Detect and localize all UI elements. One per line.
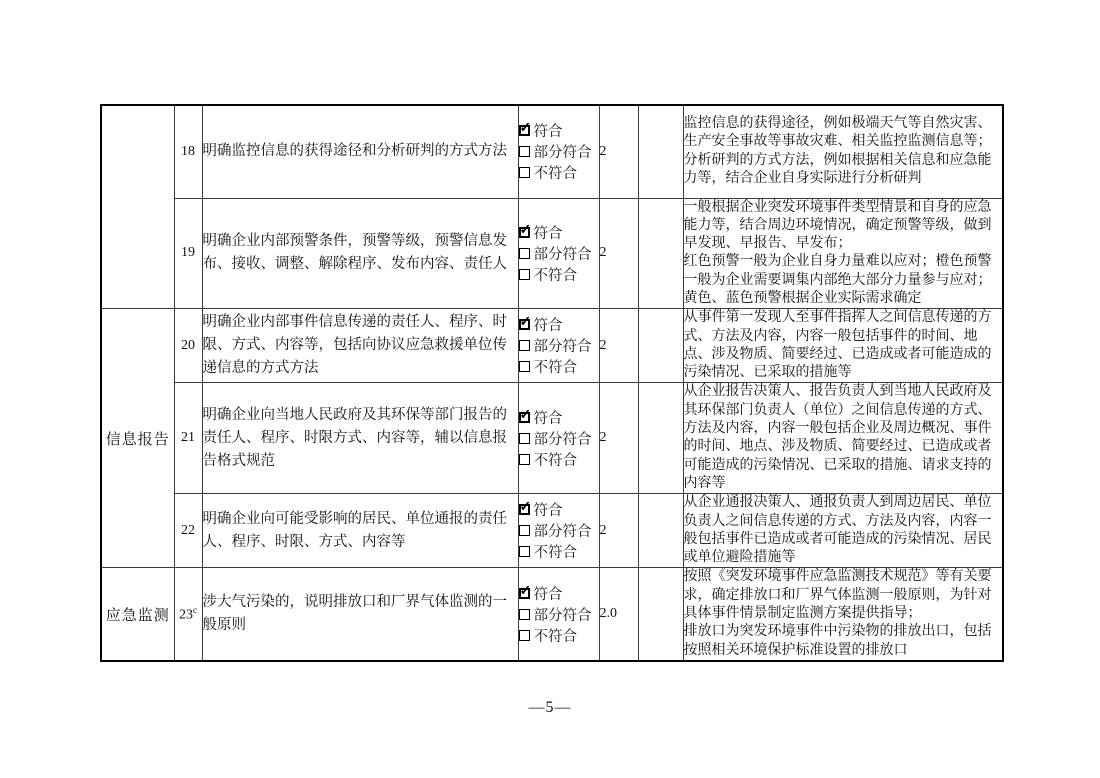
assessment-score-table [100, 104, 1004, 662]
row-number: 18 [181, 143, 195, 159]
checkbox-unchecked-icon[interactable] [519, 630, 530, 641]
checkbox-checked-icon[interactable] [519, 412, 530, 423]
compliance-option-label: 符合 [533, 503, 563, 520]
checkbox-unchecked-icon[interactable] [519, 248, 530, 259]
blank-score-cell [638, 198, 683, 309]
compliance-option-label: 部分符合 [533, 246, 592, 263]
item-description-cell: 明确企业内部事件信息传递的责任人、程序、时限、方式、内容等，包括向协议应急救援单位传递信息的方式方法 [202, 309, 518, 383]
category-label: 应急监测 [105, 607, 170, 624]
row-number-cell [174, 494, 202, 568]
row-number: 22 [181, 522, 195, 538]
row-number: 19 [181, 245, 195, 261]
table-row [101, 309, 1003, 383]
compliance-option [519, 141, 599, 162]
blank-score-cell [638, 494, 683, 568]
compliance-option [519, 314, 599, 335]
checkbox-checked-icon[interactable] [519, 227, 530, 238]
checkbox-unchecked-icon[interactable] [519, 546, 530, 557]
checkbox-checked-icon[interactable] [519, 504, 530, 515]
checkbox-unchecked-icon[interactable] [519, 361, 530, 372]
score-cell: 2 [599, 494, 638, 568]
row-number-superscript: c [193, 604, 197, 615]
remark-paragraph: 从企业报告决策人、报告负责人到当地人民政府及其环保部门负责人（单位）之间信息传递的方式、方法及内容，内容一般包括企业及周边概况、事件的时间、地点、涉及物质、简要经过、已造成或者可能造成的污染情况、已采取的措施、请求支持的内容等 [683, 384, 992, 491]
compliance-option [519, 162, 599, 183]
compliance-options-cell [518, 383, 599, 494]
table-row [101, 383, 1003, 494]
blank-score-cell [638, 309, 683, 383]
compliance-option-label: 不符合 [533, 360, 577, 377]
score-cell: 2 [599, 198, 638, 309]
compliance-option-label: 部分符合 [533, 339, 592, 356]
checkbox-unchecked-icon[interactable] [519, 525, 530, 536]
page-number: —5— [528, 699, 572, 716]
score-cell: 2 [599, 105, 638, 198]
remark-paragraph: 从企业通报决策人、通报负责人到周边居民、单位负责人之间信息传递的方式、方法及内容，内容一般包括事件已造成或者可能造成的污染情况、居民或单位避险措施等 [683, 495, 992, 566]
checkbox-unchecked-icon[interactable] [519, 146, 530, 157]
remarks-cell [683, 494, 1003, 568]
compliance-option [519, 222, 599, 243]
checkbox-checked-icon[interactable] [519, 319, 530, 330]
remark-paragraph: 红色预警一般为企业自身力量难以应对；橙色预警一般为企业需要调集内部绝大部分力量参与应对；黄色、蓝色预警根据企业实际需求确定 [683, 254, 992, 306]
row-number-cell [174, 568, 202, 661]
compliance-option [519, 428, 599, 449]
compliance-option-label: 符合 [533, 318, 563, 335]
checkbox-unchecked-icon[interactable] [519, 340, 530, 351]
compliance-option-label: 部分符合 [533, 524, 592, 541]
row-number-cell [174, 309, 202, 383]
checkbox-checked-icon[interactable] [519, 125, 530, 136]
compliance-option [519, 264, 599, 285]
remark-paragraph: 一般根据企业突发环境事件类型情景和自身的应急能力等，结合周边环境情况，确定预警等级，做到早发现、早报告、早发布； [683, 199, 992, 252]
blank-score-cell [638, 568, 683, 661]
table-row [101, 105, 1003, 198]
row-number-cell [174, 198, 202, 309]
remarks-cell [683, 105, 1003, 198]
score-cell: 2 [599, 309, 638, 383]
compliance-option [519, 120, 599, 141]
row-number: 21 [181, 430, 195, 446]
checkbox-checked-icon[interactable] [519, 588, 530, 599]
blank-score-cell [638, 105, 683, 198]
compliance-options-cell [518, 198, 599, 309]
category-cell [101, 568, 174, 661]
item-description-cell: 明确企业向当地人民政府及其环保等部门报告的责任人、程序、时限方式、内容等，辅以信息报告格式规范 [202, 383, 518, 494]
compliance-option-label: 符合 [533, 586, 563, 603]
item-description-cell: 明确企业向可能受影响的居民、单位通报的责任人、程序、时限、方式、内容等 [202, 494, 518, 568]
table-row [101, 568, 1003, 661]
compliance-options-cell [518, 105, 599, 198]
table-row [101, 198, 1003, 309]
compliance-option [519, 604, 599, 625]
compliance-option-label: 不符合 [533, 628, 577, 645]
compliance-option-label: 不符合 [533, 267, 577, 284]
compliance-option [519, 541, 599, 562]
remark-paragraph: 按照《突发环境事件应急监测技术规范》等有关要求，确定排放口和厂界气体监测一般原则，为针对具体事件情景制定监测方案提供指导； [683, 569, 992, 622]
compliance-option-label: 部分符合 [533, 431, 592, 448]
category-cell [101, 105, 174, 309]
compliance-options-cell [518, 568, 599, 661]
checkbox-unchecked-icon[interactable] [519, 433, 530, 444]
row-number-cell [174, 105, 202, 198]
compliance-options-cell [518, 494, 599, 568]
compliance-option [519, 335, 599, 356]
remarks-cell [683, 383, 1003, 494]
row-number: 23 [179, 607, 193, 623]
compliance-options-cell [518, 309, 599, 383]
compliance-option-label: 符合 [533, 410, 563, 427]
checkbox-unchecked-icon[interactable] [519, 269, 530, 280]
compliance-option [519, 499, 599, 520]
table-row [101, 494, 1003, 568]
compliance-option-label: 部分符合 [533, 607, 592, 624]
item-description-cell: 涉大气污染的，说明排放口和厂界气体监测的一般原则 [202, 568, 518, 661]
compliance-option [519, 583, 599, 604]
compliance-option [519, 520, 599, 541]
item-description-cell: 明确监控信息的获得途径和分析研判的方式方法 [202, 105, 518, 198]
remark-paragraph: 从事件第一发现人至事件指挥人之间信息传递的方式、方法及内容，内容一般包括事件的时间、地点、涉及物质、简要经过、已造成或者可能造成的污染情况、已采取的措施等 [683, 310, 992, 381]
checkbox-unchecked-icon[interactable] [519, 454, 530, 465]
item-description-cell: 明确企业内部预警条件，预警等级，预警信息发布、接收、调整、解除程序、发布内容、责任人 [202, 198, 518, 309]
row-number-cell [174, 383, 202, 494]
compliance-option-label: 符合 [533, 124, 563, 141]
score-cell: 2 [599, 383, 638, 494]
category-label: 信息报告 [105, 431, 170, 448]
remarks-cell [683, 568, 1003, 661]
compliance-option-label: 不符合 [533, 166, 577, 183]
compliance-option [519, 243, 599, 264]
compliance-option [519, 625, 599, 646]
remark-paragraph: 监控信息的获得途径，例如极端天气等自然灾害、生产安全事故等事故灾难、相关监控监测信息等； [683, 116, 992, 150]
remark-paragraph: 排放口为突发环境事件中污染物的排放出口，包括按照相关环境保护标准设置的排放口 [683, 624, 992, 658]
remarks-cell [683, 198, 1003, 309]
remark-paragraph: 分析研判的方式方法，例如根据相关信息和应急能力等，结合企业自身实际进行分析研判 [683, 152, 992, 187]
compliance-option-label: 不符合 [533, 452, 577, 469]
checkbox-unchecked-icon[interactable] [519, 167, 530, 178]
category-cell [101, 309, 174, 568]
score-cell: 2.0 [599, 568, 638, 661]
blank-score-cell [638, 383, 683, 494]
compliance-option [519, 407, 599, 428]
compliance-option-label: 符合 [533, 225, 563, 242]
remarks-cell [683, 309, 1003, 383]
checkbox-unchecked-icon[interactable] [519, 609, 530, 620]
compliance-option-label: 不符合 [533, 545, 577, 562]
compliance-option-label: 部分符合 [533, 145, 592, 162]
compliance-option [519, 356, 599, 377]
compliance-option [519, 449, 599, 470]
row-number: 20 [181, 337, 195, 353]
